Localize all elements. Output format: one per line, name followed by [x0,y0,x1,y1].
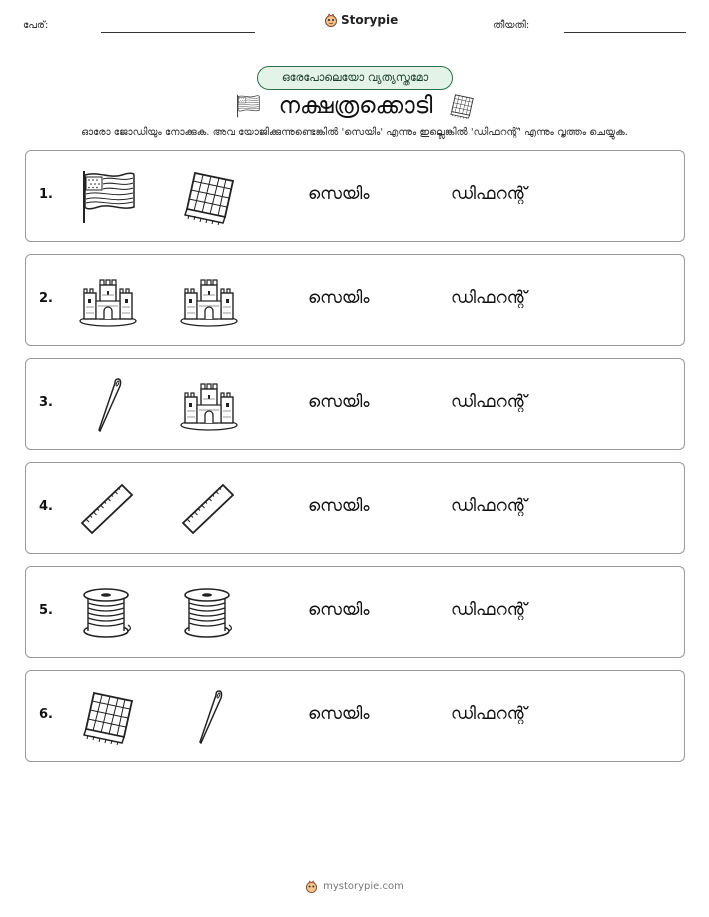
question-row [25,358,685,450]
castle-icon [179,375,239,435]
option-different[interactable]: ഡിഫറന്റ് [451,496,527,516]
question-number: 5. [39,603,53,618]
brand-name: Storypie [341,13,399,27]
instructions: ഓരോ ജോഡിയും നോക്കുക. അവ യോജിക്കുന്നുണ്ടെങ്കിൽ 'സെയിം' എന്നും ഇല്ലെങ്കിൽ 'ഡിഫറന്റ്' എന്നും വൃത്തം ചെയ്യുക. [81,127,628,138]
needle-icon [179,687,239,747]
question-row [25,670,685,762]
thread-spool-icon [78,583,138,643]
worksheet-type-text: ഒരേപോലെയോ വ്യത്യസ്തമോ [281,71,429,84]
option-same[interactable]: സെയിം [308,184,370,204]
page-title: നക്ഷത്രക്കൊടി [278,93,433,119]
needle-icon [78,375,138,435]
question-number: 1. [39,187,53,202]
thread-spool-icon [179,583,239,643]
option-different[interactable]: ഡിഫറന്റ് [451,288,527,308]
question-row [25,462,685,554]
name-label: പേര്: [23,20,49,31]
option-different[interactable]: ഡിഫറന്റ് [451,184,527,204]
date-line[interactable] [564,32,686,33]
option-same[interactable]: സെയിം [308,600,370,620]
option-different[interactable]: ഡിഫറന്റ് [451,600,527,620]
flag-icon [78,167,138,227]
brand-logo [324,13,398,27]
date-label: തീയതി: [493,20,530,31]
title-row [0,92,709,120]
quilt-icon [78,687,138,747]
storypie-mascot-icon [305,880,318,893]
footer-site: mystorypie.com [323,881,404,892]
storypie-mascot-icon [324,13,338,27]
worksheet-type-badge [257,66,453,90]
quilt-icon [448,92,476,120]
flag-icon [233,93,263,119]
footer [0,880,709,893]
quilt-icon [179,167,239,227]
option-different[interactable]: ഡിഫറന്റ് [451,704,527,724]
question-row [25,566,685,658]
castle-icon [78,271,138,331]
option-same[interactable]: സെയിം [308,704,370,724]
option-same[interactable]: സെയിം [308,496,370,516]
option-same[interactable]: സെയിം [308,288,370,308]
question-number: 2. [39,291,53,306]
castle-icon [179,271,239,331]
question-number: 6. [39,707,53,722]
name-line[interactable] [101,32,255,33]
question-row [25,150,685,242]
question-number: 3. [39,395,53,410]
question-number: 4. [39,499,53,514]
ruler-icon [78,479,138,539]
question-row [25,254,685,346]
option-same[interactable]: സെയിം [308,392,370,412]
option-different[interactable]: ഡിഫറന്റ് [451,392,527,412]
ruler-icon [179,479,239,539]
